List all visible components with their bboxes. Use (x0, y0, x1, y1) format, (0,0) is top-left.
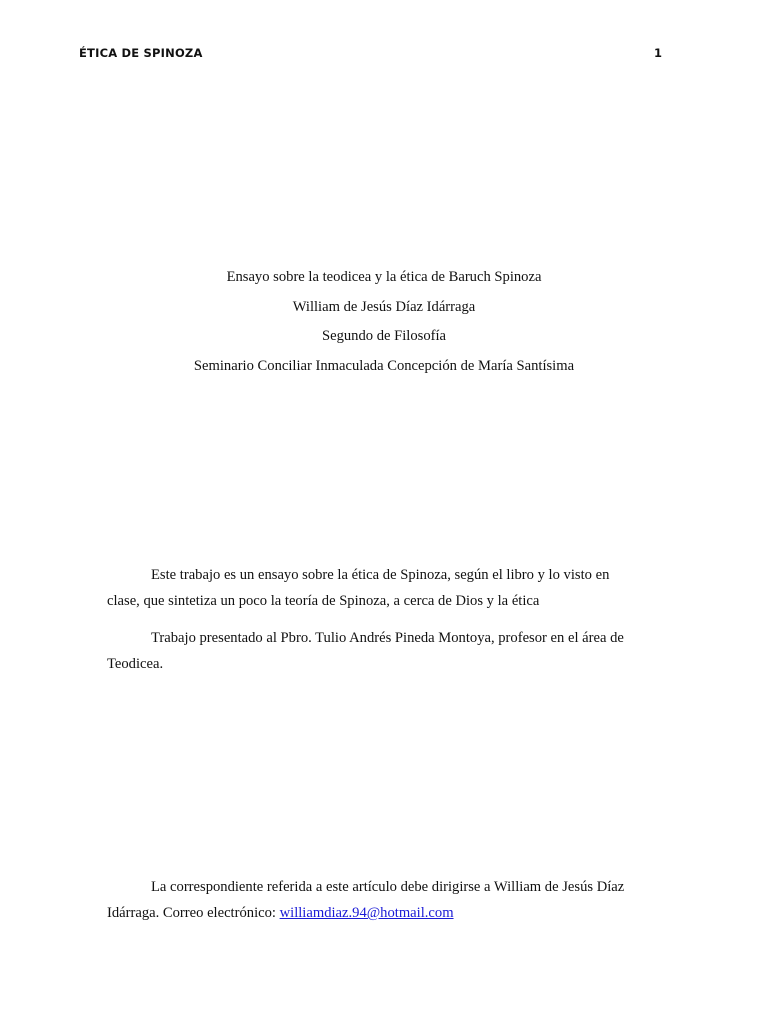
correspondence-line-1: La correspondiente referida a este artículo debe dirigirse a William de Jesús Díaz (151, 879, 625, 895)
presented-to-paragraph (107, 628, 655, 680)
abstract-line-2: clase, que sintetiza un poco la teoría de Spinoza, a cerca de Dios y la ética (107, 593, 540, 609)
running-head: ÉTICA DE SPINOZA (79, 46, 203, 60)
title-block (0, 267, 768, 385)
page-number: 1 (654, 46, 663, 60)
abstract-line-1: Este trabajo es un ensayo sobre la ética de Spinoza, según el libro y lo visto en (151, 567, 610, 583)
correspondence-line-2-text: Idárraga. Correo electrónico: (107, 905, 280, 921)
course-name: Segundo de Filosofía (321, 328, 447, 344)
correspondence-line-2 (107, 903, 655, 929)
abstract-paragraph (107, 565, 655, 617)
institution-name: Seminario Conciliar Inmaculada Concepción de María Santísima (193, 357, 575, 374)
presented-to-line-2: Teodicea. (107, 656, 164, 672)
author-name: William de Jesús Díaz Idárraga (292, 298, 476, 315)
presented-to-line-1: Trabajo presentado al Pbro. Tulio Andrés Pineda Montoya, profesor en el área de (151, 630, 624, 646)
email-link[interactable]: williamdiaz.94@hotmail.com (279, 905, 454, 921)
paper-title: Ensayo sobre la teodicea y la ética de Baruch Spinoza (226, 269, 542, 285)
correspondence-paragraph (107, 877, 655, 929)
